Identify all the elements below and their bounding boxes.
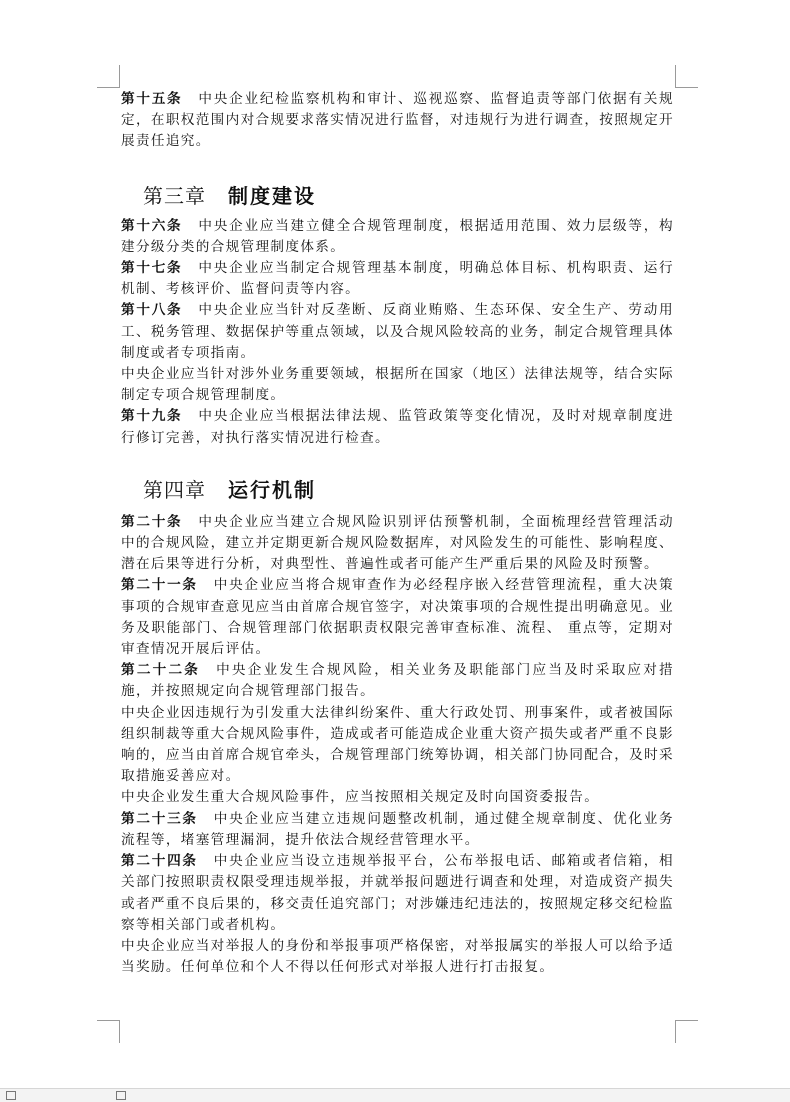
document-body[interactable] <box>121 89 674 978</box>
chapter-number: 第四章 <box>143 477 206 502</box>
chapter-number: 第三章 <box>143 183 206 208</box>
article-19 <box>121 406 674 448</box>
article-17 <box>121 258 674 300</box>
paragraph: 中央企业应当对举报人的身份和举报事项严格保密，对举报属实的举报人可以给予适当奖励。任何单位和个人不得以任何形式对举报人进行打击报复。 <box>121 937 674 976</box>
article-label: 第二十一条 <box>121 577 198 594</box>
article-label: 第二十条 <box>121 513 183 530</box>
margin-corner-mark <box>97 65 120 88</box>
article-22 <box>121 660 674 702</box>
article-text: 中央企业应当建立健全合规管理制度，根据适用范围、效力层级等，构建分级分类的合规管理制度体系。 <box>121 217 674 255</box>
article-label: 第十六条 <box>121 217 183 234</box>
article-label: 第十七条 <box>121 260 183 277</box>
article-24 <box>121 851 674 936</box>
chapter-title: 制度建设 <box>228 183 316 208</box>
article-text: 中央企业发生合规风险，相关业务及职能部门应当及时采取应对措施，并按照规定向合规管理部门报告。 <box>121 662 675 700</box>
article-text: 中央企业应当针对反垄断、反商业贿赂、生态环保、安全生产、劳动用工、税务管理、数据保护等重点领域，以及合规风险较高的业务，制定合规管理具体制度或者专项指南。 <box>121 302 674 361</box>
article-label: 第十五条 <box>121 91 183 107</box>
article-text: 中央企业纪检监察机构和审计、巡视巡察、监督追责等部门依据有关规定，在职权范围内对合规要求落实情况进行监督，对违规行为进行调查，按照规定开展责任追究。 <box>121 91 674 150</box>
article-text: 中央企业应当将合规审查作为必经程序嵌入经营管理流程，重大决策事项的合规审查意见应当由首席合规官签字，对决策事项的合规性提出明确意见。业务及职能部门、合规管理部门依据职责权限完善审查标准、流程、 重点等，定期对审查情况开展后评估。 <box>121 577 675 658</box>
read-mode-icon[interactable] <box>6 1091 16 1100</box>
page-layout-icon[interactable] <box>116 1091 126 1100</box>
article-18 <box>121 300 674 364</box>
chapter-heading-4 <box>121 476 674 504</box>
chapter-title: 运行机制 <box>228 477 316 502</box>
article-label: 第二十四条 <box>121 853 198 870</box>
status-bar <box>0 1088 790 1102</box>
article-label: 第二十二条 <box>121 662 201 679</box>
margin-corner-mark <box>675 65 698 88</box>
article-text: 中央企业应当根据法律法规、监管政策等变化情况，及时对规章制度进行修订完善，对执行落实情况进行检查。 <box>121 408 674 446</box>
paragraph: 中央企业发生重大合规风险事件，应当按照相关规定及时向国资委报告。 <box>121 789 600 806</box>
paragraph: 中央企业应当针对涉外业务重要领域，根据所在国家（地区）法律法规等，结合实际制定专项合规管理制度。 <box>121 366 674 404</box>
article-label: 第十八条 <box>121 302 183 319</box>
article-label: 第十九条 <box>121 408 183 425</box>
margin-corner-mark <box>97 1020 120 1043</box>
article-21 <box>121 575 674 660</box>
article-20 <box>121 512 674 576</box>
article-text: 中央企业应当设立违规举报平台，公布举报电话、邮箱或者信箱，相关部门按照职责权限受理违规举报，并就举报问题进行调查和处理，对造成资产损失或者严重不良后果的，移交责任追究部门；对涉嫌违纪违法的，按照规定移交纪检监察等相关部门或者机构。 <box>121 853 675 933</box>
article-text: 中央企业应当制定合规管理基本制度，明确总体目标、机构职责、运行机制、考核评价、监督问责等内容。 <box>121 260 674 298</box>
paragraph: 中央企业因违规行为引发重大法律纠纷案件、重大行政处罚、刑事案件，或者被国际组织制裁等重大合规风险事件，造成或者可能造成企业重大资产损失或者严重不良影响的，应当由首席合规官牵头，合规管理部门统筹协调，相关部门协同配合，及时采取措施妥善应对。 <box>121 704 674 785</box>
article-16 <box>121 216 674 258</box>
margin-corner-mark <box>675 1020 698 1043</box>
article-text: 中央企业应当建立合规风险识别评估预警机制，全面梳理经营管理活动中的合规风险，建立并定期更新合规风险数据库，对风险发生的可能性、影响程度、潜在后果等进行分析，对典型性、普遍性或者可能产生严重后果的风险及时预警。 <box>121 513 674 573</box>
article-23 <box>121 809 674 851</box>
chapter-heading-3 <box>121 182 674 210</box>
article-text: 中央企业应当建立违规问题整改机制，通过健全规章制度、优化业务流程等，堵塞管理漏洞，提升依法合规经营管理水平。 <box>121 810 675 848</box>
article-15 <box>121 89 674 153</box>
article-label: 第二十三条 <box>121 810 198 827</box>
